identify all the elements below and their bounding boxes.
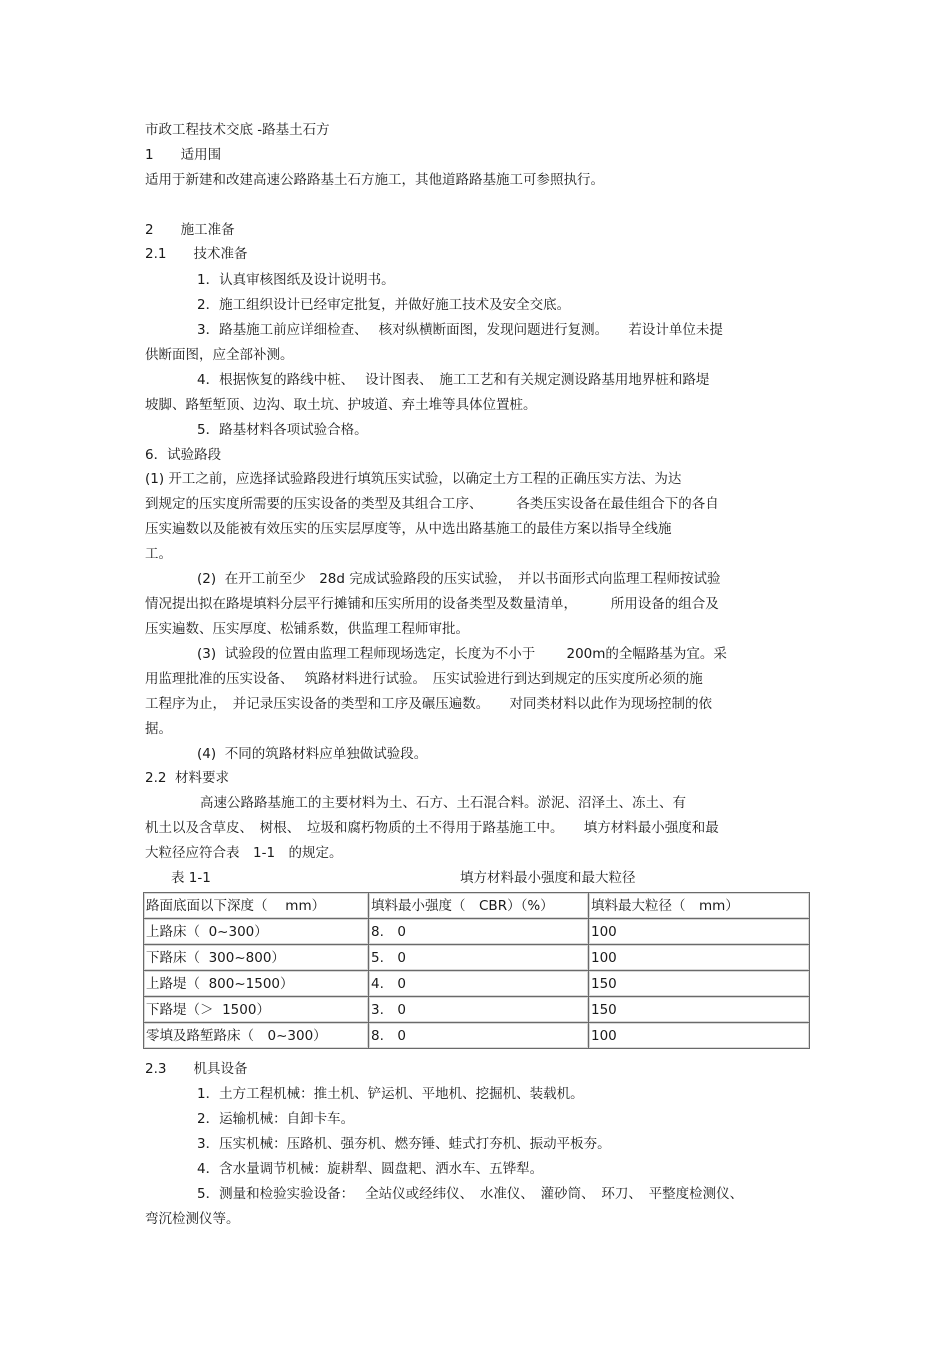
trial-section-heading: 6．试验路段 bbox=[145, 447, 222, 463]
trial-line: 据。 bbox=[145, 721, 172, 737]
section-2-heading: 2 施工准备 bbox=[145, 222, 235, 238]
trial-line: 工程序为止， 并记录压实设备的类型和工序及碾压遍数。 对同类材料以此作为现场控制的依 bbox=[145, 696, 712, 712]
section-2-2-heading: 2.2 材料要求 bbox=[145, 770, 230, 786]
table-cell: 100 bbox=[589, 919, 810, 945]
material-line: 高速公路路基施工的主要材料为土、石方、土石混合料。淤泥、沼泽土、冻土、有 bbox=[200, 795, 686, 811]
table-cell: 8. 0 bbox=[369, 1023, 589, 1049]
section-1-heading: 1 适用围 bbox=[145, 147, 222, 163]
table-cell: 下路床（ 300~800） bbox=[144, 945, 369, 971]
trial-line: 到规定的压实度所需要的压实设备的类型及其组合工序、 各类压实设备在最佳组合下的各自 bbox=[145, 496, 719, 512]
trial-line: (1) 开工之前，应选择试验路段进行填筑压实试验，以确定土方工程的正确压实方法、为达 bbox=[145, 471, 682, 487]
equipment-item: 5．测量和检验实验设备： 全站仪或经纬仪、 水准仪、 灌砂筒、 环刀、 平整度检测仪、 bbox=[197, 1186, 744, 1202]
tech-prep-item-cont: 供断面图，应全部补测。 bbox=[145, 347, 294, 363]
trial-line: 情况提出拟在路堤填料分层平行摊铺和压实所用的设备类型及数量清单， 所用设备的组合及 bbox=[145, 596, 719, 612]
table-cell: 100 bbox=[589, 945, 810, 971]
table-header-row bbox=[144, 893, 810, 919]
table-header-cell: 填料最小强度（ CBR）（%） bbox=[369, 893, 589, 919]
trial-line: 压实遍数以及能被有效压实的压实层厚度等，从中选出路基施工的最佳方案以指导全线施 bbox=[145, 521, 672, 537]
table-cell: 3. 0 bbox=[369, 997, 589, 1023]
tech-prep-item-cont: 坡脚、路堑堑顶、边沟、取土坑、护坡道、弃土堆等具体位置桩。 bbox=[145, 397, 537, 413]
tech-prep-item: 1．认真审核图纸及设计说明书。 bbox=[197, 272, 395, 288]
section-2-1-heading: 2.1 技术准备 bbox=[145, 246, 248, 262]
table-cell: 150 bbox=[589, 997, 810, 1023]
tech-prep-item: 3．路基施工前应详细检查、 核对纵横断面图，发现问题进行复测。 若设计单位未提 bbox=[197, 322, 723, 338]
table-cell: 150 bbox=[589, 971, 810, 997]
material-line: 大粒径应符合表 1-1 的规定。 bbox=[145, 845, 343, 861]
table-cell: 下路堤（＞ 1500） bbox=[144, 997, 369, 1023]
tech-prep-item: 5．路基材料各项试验合格。 bbox=[197, 422, 368, 438]
equipment-item: 2．运输机械：自卸卡车。 bbox=[197, 1111, 355, 1127]
trial-line: 用监理批准的压实设备、 筑路材料进行试验。 压实试验进行到达到规定的压实度所必须的施 bbox=[145, 671, 703, 687]
tech-prep-item: 4．根据恢复的路线中桩、 设计图表、 施工工艺和有关规定测设路基用地界桩和路堤 bbox=[197, 372, 710, 388]
table-cell: 100 bbox=[589, 1023, 810, 1049]
table-header-cell: 路面底面以下深度（ mm） bbox=[144, 893, 369, 919]
table-row bbox=[144, 945, 810, 971]
section-2-3-heading: 2.3 机具设备 bbox=[145, 1061, 248, 1077]
table-cell: 上路堤（ 800~1500） bbox=[144, 971, 369, 997]
table-cell: 4. 0 bbox=[369, 971, 589, 997]
table-cell: 8. 0 bbox=[369, 919, 589, 945]
table-caption: 填方材料最小强度和最大粒径 bbox=[460, 870, 636, 886]
equipment-item-cont: 弯沉检测仪等。 bbox=[145, 1211, 240, 1227]
trial-line: (2) 在开工前至少 28d 完成试验路段的压实试验， 并以书面形式向监理工程师按试验 bbox=[197, 571, 721, 587]
table-row bbox=[144, 971, 810, 997]
table-cell: 零填及路堑路床（ 0~300） bbox=[144, 1023, 369, 1049]
trial-line: (3) 试验段的位置由监理工程师现场选定，长度为不小于 200m的全幅路基为宜。采 bbox=[197, 646, 727, 662]
table-cell: 5. 0 bbox=[369, 945, 589, 971]
document-title: 市政工程技术交底 -路基土石方 bbox=[145, 122, 330, 138]
table-row bbox=[144, 1023, 810, 1049]
trial-line: 工。 bbox=[145, 546, 172, 562]
equipment-item: 4．含水量调节机械：旋耕犁、圆盘耙、洒水车、五铧犁。 bbox=[197, 1161, 544, 1177]
tech-prep-item: 2．施工组织设计已经审定批复，并做好施工技术及安全交底。 bbox=[197, 297, 571, 313]
table-label: 表 1-1 bbox=[171, 870, 211, 886]
equipment-item: 1．土方工程机械：推土机、铲运机、平地机、挖掘机、装载机。 bbox=[197, 1086, 584, 1102]
section-1-body: 适用于新建和改建高速公路路基土石方施工，其他道路路基施工可参照执行。 bbox=[145, 172, 604, 188]
table-cell: 上路床（ 0~300） bbox=[144, 919, 369, 945]
table-row bbox=[144, 997, 810, 1023]
equipment-item: 3．压实机械：压路机、强夯机、燃夯锤、蛙式打夯机、振动平板夯。 bbox=[197, 1136, 611, 1152]
material-line: 机土以及含草皮、 树根、 垃圾和腐朽物质的土不得用于路基施工中。 填方材料最小强度和最 bbox=[145, 820, 719, 836]
table-row bbox=[144, 919, 810, 945]
trial-line: (4) 不同的筑路材料应单独做试验段。 bbox=[197, 746, 428, 762]
trial-line: 压实遍数、压实厚度、松铺系数，供监理工程师审批。 bbox=[145, 621, 469, 637]
table-header-cell: 填料最大粒径（ mm） bbox=[589, 893, 810, 919]
fill-material-table bbox=[143, 892, 810, 1049]
